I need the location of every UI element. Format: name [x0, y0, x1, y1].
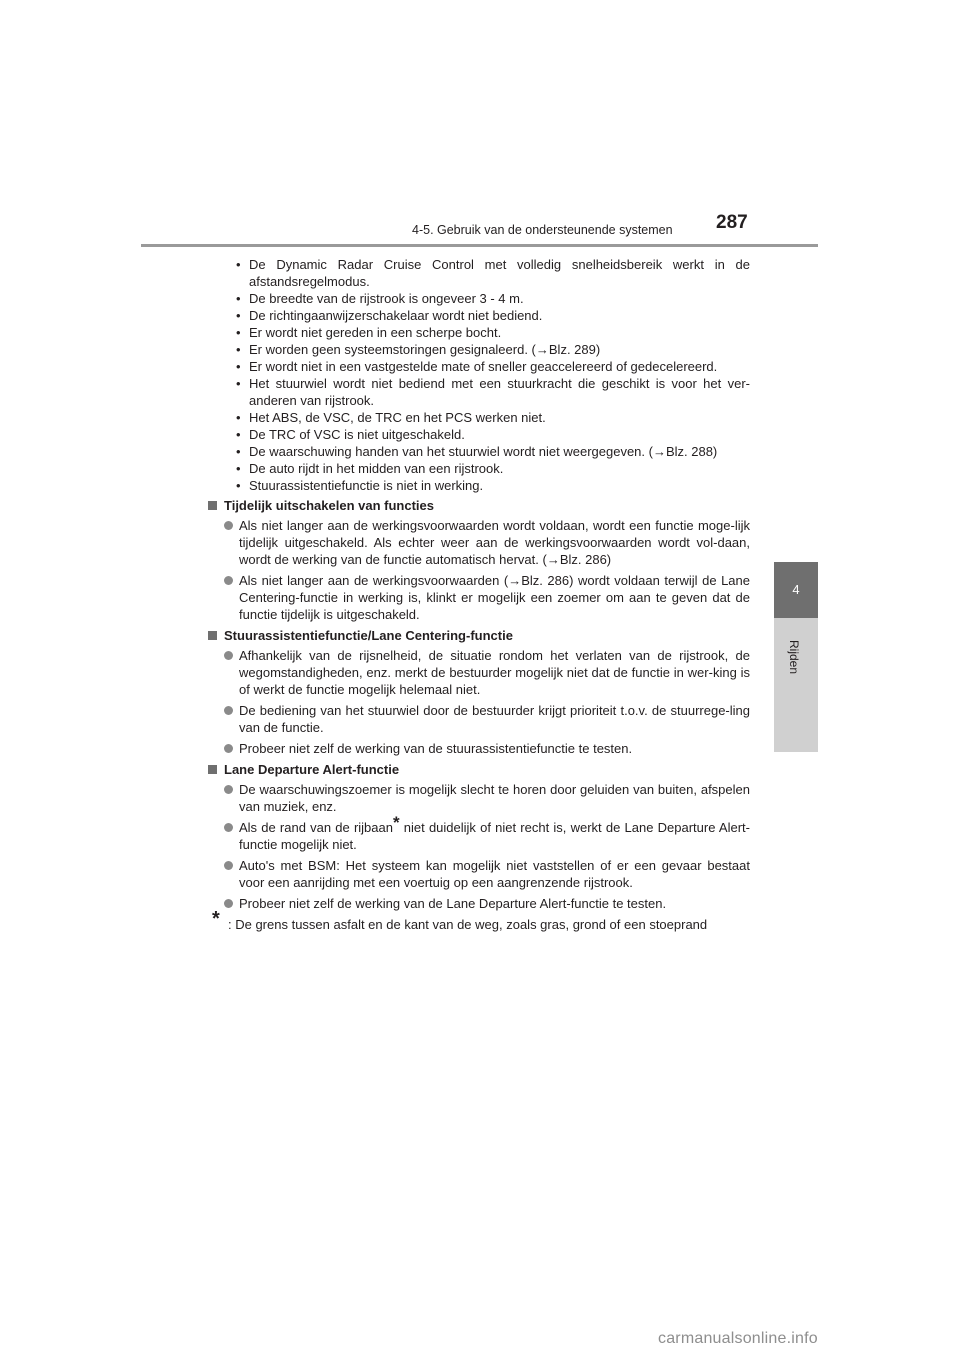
section-heading: Tijdelijk uitschakelen van functies	[208, 497, 750, 514]
bullet-dot: •	[236, 461, 241, 476]
bullet-dot: •	[236, 427, 241, 442]
list-item: • Er wordt niet in een vastgestelde mate of sneller geaccelereerd of gedecelereerd.	[236, 359, 718, 374]
chapter-number-tab	[774, 562, 818, 618]
section-title: 4-5. Gebruik van de ondersteunende systemen	[412, 223, 673, 237]
circle-bullet-icon	[224, 521, 233, 530]
section-lane-departure-alert	[208, 761, 750, 912]
list-item: • Er wordt niet gereden in een scherpe bocht.	[236, 325, 502, 340]
list-item: • De breedte van de rijstrook is ongeveer 3 - 4 m.	[236, 291, 524, 306]
list-item: • De TRC of VSC is niet uitgeschakeld.	[236, 427, 465, 442]
circle-bullet-icon	[224, 899, 233, 908]
square-bullet-icon	[208, 631, 217, 640]
bullet-dot: •	[236, 291, 241, 306]
list-item: • De waarschuwing handen van het stuurwiel wordt niet weergegeven. (→Blz. 288)	[236, 444, 718, 459]
list-item: Als de rand van de rijbaan* niet duidelijk of niet recht is, werkt de Lane Departure Alert-functie mogelijk niet.	[208, 819, 750, 853]
section-heading: Lane Departure Alert-functie	[208, 761, 750, 778]
watermark: carmanualsonline.info	[658, 1330, 818, 1347]
chapter-number: 4	[792, 582, 800, 597]
list-item: Als niet langer aan de werkingsvoorwaarden (→Blz. 286) wordt voldaan terwijl de Lane Centering-functie in werking is, klinkt er mogelijk een zoemer om aan te geven dat de functie tijdelijk is uitgeschakeld.	[208, 572, 750, 623]
bullet-dot: •	[236, 444, 241, 459]
chapter-label-tab	[774, 618, 818, 752]
bullet-dot: •	[236, 342, 241, 357]
circle-bullet-icon	[224, 785, 233, 794]
list-item: • De richtingaanwijzerschakelaar wordt niet bediend.	[236, 308, 543, 323]
footnote-star: *	[212, 908, 220, 930]
bullet-dot: •	[236, 478, 241, 493]
footnote	[208, 908, 750, 933]
circle-bullet-icon	[224, 744, 233, 753]
section-steering-assist	[208, 627, 750, 757]
section-temporary-disable	[208, 497, 750, 623]
footnote-text: : De grens tussen asfalt en de kant van de weg, zoals gras, grond of een stoeprand	[228, 917, 708, 932]
section-heading: Stuurassistentiefunctie/Lane Centering-functie	[208, 627, 750, 644]
page-content	[208, 256, 750, 933]
chapter-label: Rijden	[787, 640, 801, 675]
list-item: Auto's met BSM: Het systeem kan mogelijk niet vaststellen of er een gevaar bestaat voor een aanrijding met een voertuig op een aangrenzende rijstrook.	[208, 857, 750, 891]
list-item: • Het ABS, de VSC, de TRC en het PCS werken niet.	[236, 410, 546, 425]
list-item: • De Dynamic Radar Cruise Control met volledig snelheidsbereik werkt in de afstandsregelmodus.	[236, 257, 750, 289]
bullet-dot: •	[236, 308, 241, 323]
list-item: Probeer niet zelf de werking van de Lane Departure Alert-functie te testen.	[208, 895, 750, 912]
list-item: • Er worden geen systeemstoringen gesignaleerd. (→Blz. 289)	[236, 342, 601, 357]
circle-bullet-icon	[224, 861, 233, 870]
square-bullet-icon	[208, 501, 217, 510]
list-item: Probeer niet zelf de werking van de stuurassistentiefunctie te testen.	[208, 740, 750, 757]
list-item: Als niet langer aan de werkingsvoorwaarden wordt voldaan, wordt een functie moge-lijk tijdelijk uitgeschakeld. Als echter weer aan de werkingsvoorwaarden wordt vol-daan, wordt de werking van de functie automatisch hervat. (→Blz. 286)	[208, 517, 750, 568]
bullet-dot: •	[236, 257, 241, 272]
page-number: 287	[716, 212, 748, 233]
square-bullet-icon	[208, 765, 217, 774]
circle-bullet-icon	[224, 651, 233, 660]
header-divider	[141, 244, 818, 247]
circle-bullet-icon	[224, 706, 233, 715]
list-item: De waarschuwingszoemer is mogelijk slecht te horen door geluiden van buiten, afspelen van muziek, enz.	[208, 781, 750, 815]
list-item: De bediening van het stuurwiel door de bestuurder krijgt prioriteit t.o.v. de stuurrege-ling van de functie.	[208, 702, 750, 736]
circle-bullet-icon	[224, 576, 233, 585]
list-item: Afhankelijk van de rijsnelheid, de situatie rondom het verlaten van de rijstrook, de wegomstandigheden, enz. merkt de bestuurder mogelijk niet dat de functie in wer-king is of werkt de functie mogelijk helemaal niet.	[208, 647, 750, 698]
list-item: • Stuurassistentiefunctie is niet in werking.	[236, 478, 484, 493]
conditions-list	[208, 256, 750, 494]
bullet-dot: •	[236, 410, 241, 425]
bullet-dot: •	[236, 359, 241, 374]
footnote-marker: *	[392, 813, 400, 832]
bullet-dot: •	[236, 325, 241, 340]
list-item: • Het stuurwiel wordt niet bediend met een stuurkracht die geschikt is voor het ver-anderen van rijstrook.	[236, 376, 750, 408]
circle-bullet-icon	[224, 823, 233, 832]
list-item: • De auto rijdt in het midden van een rijstrook.	[236, 461, 504, 476]
bullet-dot: •	[236, 376, 241, 391]
